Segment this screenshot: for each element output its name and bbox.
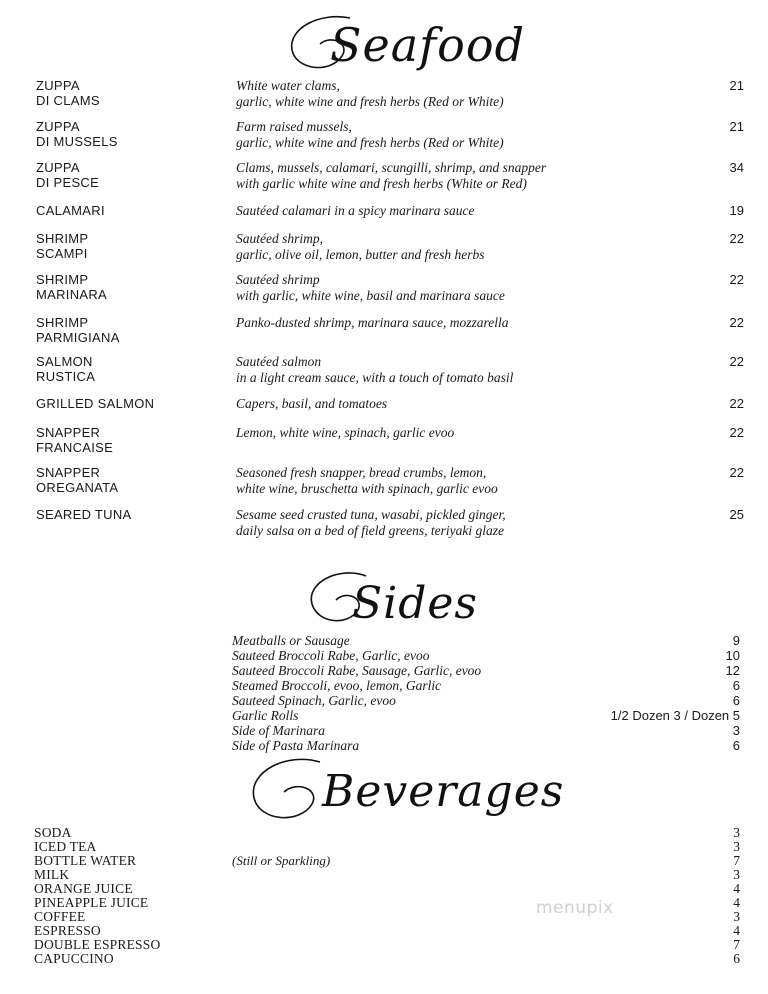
- seafood-title: Seafood: [330, 18, 526, 72]
- item-price: 25: [729, 507, 744, 522]
- item-price: 9: [732, 633, 740, 648]
- side-item: [0, 693, 768, 708]
- item-name: Side of Pasta Marinara: [232, 738, 360, 753]
- side-item: [0, 723, 768, 738]
- item-name: SHRIMP SCAMPI: [36, 231, 89, 261]
- side-item: [0, 633, 768, 648]
- item-name: MILK: [34, 867, 70, 882]
- item-price: 1/2 Dozen 3 / Dozen 5: [610, 708, 740, 723]
- item-price: 3: [733, 909, 740, 924]
- item-description: Sautéed calamari in a spicy marinara sauce: [236, 203, 475, 218]
- item-description: Panko-dusted shrimp, marinara sauce, mozzarella: [236, 315, 509, 330]
- beverage-item: [0, 853, 768, 867]
- item-name: Steamed Broccoli, evoo, lemon, Garlic: [232, 678, 442, 693]
- item-name: ESPRESSO: [34, 923, 101, 938]
- beverage-item: [0, 839, 768, 853]
- item-price: 22: [729, 425, 744, 440]
- item-description: Sautéed shrimp with garlic, white wine, basil and marinara sauce: [236, 272, 505, 303]
- side-item: [0, 663, 768, 678]
- item-name: SHRIMP MARINARA: [36, 272, 108, 302]
- item-name: Garlic Rolls: [232, 708, 299, 723]
- side-item: [0, 708, 768, 723]
- item-name: Sauteed Broccoli Rabe, Garlic, evoo: [232, 648, 430, 663]
- item-description: Sautéed salmon in a light cream sauce, with a touch of tomato basil: [236, 354, 514, 385]
- item-price: 34: [729, 160, 744, 175]
- item-price: 4: [733, 881, 740, 896]
- item-price: 12: [725, 663, 740, 678]
- item-name: SNAPPER FRANCAISE: [36, 425, 114, 455]
- item-price: 22: [729, 465, 744, 480]
- item-description: Clams, mussels, calamari, scungilli, shrimp, and snapper with garlic white wine and fresh herbs (White or Red): [236, 160, 547, 191]
- item-description: Capers, basil, and tomatoes: [236, 396, 388, 411]
- item-name: CAPUCCINO: [34, 951, 114, 966]
- item-name: SNAPPER OREGANATA: [36, 465, 119, 495]
- side-item: [0, 648, 768, 663]
- beverage-item: [0, 895, 768, 909]
- item-name: Sauteed Spinach, Garlic, evoo: [232, 693, 396, 708]
- item-price: 22: [729, 272, 744, 287]
- item-price: 3: [732, 723, 740, 738]
- item-price: 22: [729, 354, 744, 369]
- beverage-item: [0, 951, 768, 965]
- beverage-item: [0, 825, 768, 839]
- item-name: Sauteed Broccoli Rabe, Sausage, Garlic, evoo: [232, 663, 482, 678]
- side-item: [0, 678, 768, 693]
- item-description: Sesame seed crusted tuna, wasabi, pickled ginger, daily salsa on a bed of field greens, teriyaki glaze: [236, 507, 506, 538]
- item-description: White water clams, garlic, white wine and fresh herbs (Red or White): [236, 78, 504, 109]
- item-name: PINEAPPLE JUICE: [34, 895, 149, 910]
- item-name: SHRIMP PARMIGIANA: [36, 315, 120, 345]
- item-price: 21: [729, 78, 744, 93]
- item-price: 3: [733, 867, 740, 882]
- item-name: COFFEE: [34, 909, 86, 924]
- item-price: 21: [729, 119, 744, 134]
- item-description: Farm raised mussels, garlic, white wine and fresh herbs (Red or White): [236, 119, 504, 150]
- item-price: 3: [733, 839, 740, 854]
- item-price: 7: [733, 937, 740, 952]
- beverages-title: Beverages: [322, 766, 565, 817]
- item-price: 22: [729, 315, 744, 330]
- item-name: ICED TEA: [34, 839, 97, 854]
- item-note: (Still or Sparkling): [232, 853, 331, 868]
- item-name: BOTTLE WATER: [34, 853, 137, 868]
- item-price: 6: [733, 951, 740, 966]
- item-description: Lemon, white wine, spinach, garlic evoo: [236, 425, 455, 440]
- item-name: Side of Marinara: [232, 723, 325, 738]
- item-price: 7: [733, 853, 740, 868]
- item-price: 4: [733, 923, 740, 938]
- item-price: 6: [732, 678, 740, 693]
- item-price: 3: [733, 825, 740, 840]
- beverage-item: [0, 937, 768, 951]
- item-price: 6: [732, 693, 740, 708]
- item-price: 10: [725, 648, 740, 663]
- watermark: menupix: [536, 898, 614, 918]
- beverage-item: [0, 867, 768, 881]
- beverage-item: [0, 923, 768, 937]
- beverage-item: [0, 881, 768, 895]
- item-name: SEARED TUNA: [36, 507, 132, 522]
- item-name: ZUPPA DI MUSSELS: [36, 119, 118, 149]
- item-price: 6: [732, 738, 740, 753]
- beverage-item: [0, 909, 768, 923]
- item-name: CALAMARI: [36, 203, 105, 218]
- item-price: 4: [733, 895, 740, 910]
- item-name: ZUPPA DI PESCE: [36, 160, 100, 190]
- item-description: Sautéed shrimp, garlic, olive oil, lemon, butter and fresh herbs: [236, 231, 485, 262]
- item-name: GRILLED SALMON: [36, 396, 155, 411]
- item-description: Seasoned fresh snapper, bread crumbs, lemon, white wine, bruschetta with spinach, garlic evoo: [236, 465, 498, 496]
- item-name: ORANGE JUICE: [34, 881, 133, 896]
- sides-title: Sides: [352, 578, 478, 629]
- side-item: [0, 738, 768, 753]
- item-name: Meatballs or Sausage: [232, 633, 350, 648]
- item-name: DOUBLE ESPRESSO: [34, 937, 161, 952]
- item-name: ZUPPA DI CLAMS: [36, 78, 100, 108]
- item-price: 22: [729, 396, 744, 411]
- item-name: SODA: [34, 825, 72, 840]
- item-price: 19: [729, 203, 744, 218]
- item-price: 22: [729, 231, 744, 246]
- item-name: SALMON RUSTICA: [36, 354, 96, 384]
